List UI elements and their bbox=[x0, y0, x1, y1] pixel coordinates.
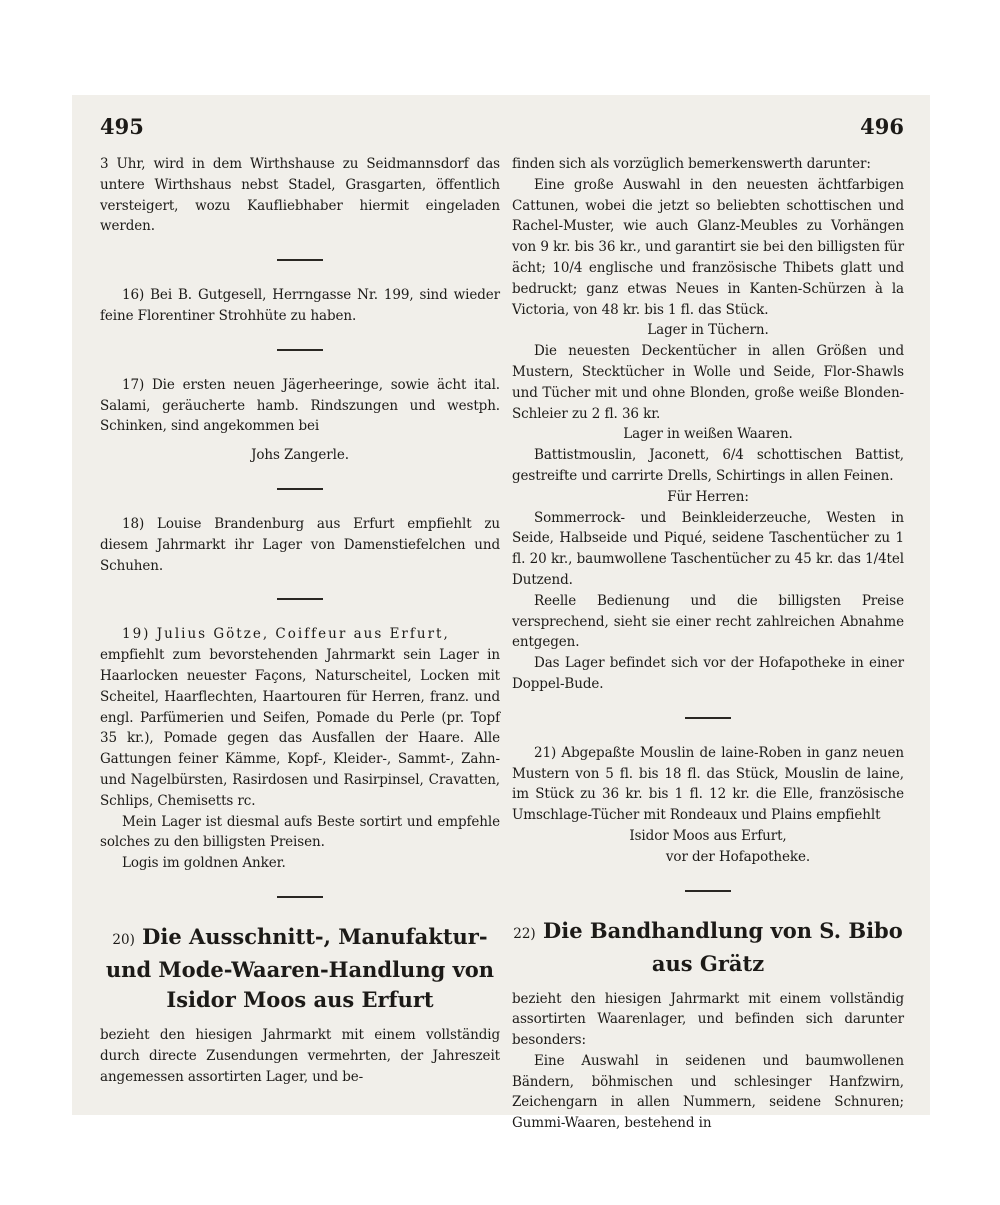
section-heading-herren: Für Herren: bbox=[667, 488, 749, 505]
left-page-column bbox=[100, 112, 500, 1087]
advert-20-body: bezieht den hiesigen Jahrmarkt mit einem vollständig durch directe Zusendungen vermehrten, der Jahreszeit angemessen assortirten Lager, und be- bbox=[100, 1026, 500, 1085]
section-heading-weisse-waaren: Lager in weißen Waaren. bbox=[623, 426, 793, 443]
advert-22-title: Die Bandhandlung von S. Bibo aus Grätz bbox=[543, 917, 903, 976]
service-paragraph: Reelle Bedienung und die billigsten Preise versprechend, sieht sie einer recht zahlreichen Abnahme entgegen. bbox=[512, 592, 904, 651]
separator-rule bbox=[277, 598, 323, 600]
separator-rule bbox=[685, 890, 731, 892]
right-continuation-paragraph: finden sich als vorzüglich bemerkenswerth darunter: bbox=[512, 156, 871, 172]
weisse-waaren-paragraph: Battistmouslin, Jaconett, 6/4 schottischen Battist, gestreifte und carrirte Drells, Schirtings in allen Feinen. bbox=[512, 447, 904, 484]
advert-19-heading: 19) Julius Götze, Coiffeur aus Erfurt, bbox=[122, 626, 450, 643]
advert-17-signature: Johs Zangerle. bbox=[251, 447, 349, 464]
section-heading-tuecher: Lager in Tüchern. bbox=[647, 322, 769, 339]
advert-19-paragraph-2: Mein Lager ist diesmal aufs Beste sortirt und empfehle solches zu den billigsten Preisen. bbox=[100, 813, 500, 851]
separator-rule bbox=[277, 349, 323, 351]
advert-21-signature-place: vor der Hofapotheke. bbox=[665, 848, 811, 865]
advert-21: 21) Abgepaßte Mouslin de laine-Roben in ganz neuen Mustern von 5 fl. bis 18 fl. das Stück, Mouslin de laine, im Stück zu 36 kr. bis 1 fl. 12 kr. die Elle, französische Umschlage-Tücher mit Rondeaux und Plains empfiehlt bbox=[512, 744, 904, 824]
advert-20-heading bbox=[100, 922, 500, 1015]
advert-21-signature-name: Isidor Moos aus Erfurt, bbox=[629, 827, 787, 844]
left-continuation-paragraph: 3 Uhr, wird in dem Wirthshause zu Seidmannsdorf das untere Wirthshaus nebst Stadel, Grasgarten, öffentlich versteigert, wozu Kaufliebhaber hiermit eingeladen werden. bbox=[100, 156, 500, 235]
separator-rule bbox=[685, 717, 731, 719]
advert-17: 17) Die ersten neuen Jägerheeringe, sowie ächt ital. Salami, geräucherte hamb. Rindszungen und westph. Schinken, sind angekommen bei bbox=[100, 376, 500, 435]
advert-16: 16) Bei B. Gutgesell, Herrngasse Nr. 199, sind wieder feine Florentiner Strohhüte zu haben. bbox=[100, 287, 500, 324]
right-page-column bbox=[512, 112, 904, 1134]
tuecher-paragraph: Die neuesten Deckentücher in allen Größen und Mustern, Stecktücher in Wolle und Seide, Flor-Shawls und Tücher mit und ohne Blonden, große weiße Blonden-Schleier zu 2 fl. 36 kr. bbox=[512, 343, 904, 422]
advert-22-paragraph-2: Eine Auswahl in seidenen und baumwollenen Bändern, böhmischen und schlesinger Hanfzwirn, Zeichengarn in allen Nummern, seidene Schnuren; Gummi-Waaren, bestehend in bbox=[512, 1052, 904, 1132]
location-paragraph: Das Lager befindet sich vor der Hofapotheke in einer Doppel-Bude. bbox=[512, 655, 904, 692]
separator-rule bbox=[277, 896, 323, 898]
advert-19-paragraph-3: Logis im goldnen Anker. bbox=[122, 855, 286, 872]
separator-rule bbox=[277, 488, 323, 490]
advert-22-number: 22) bbox=[513, 925, 536, 942]
advert-19-body: empfiehlt zum bevorstehenden Jahrmarkt sein Lager in Haarlocken neuester Façons, Naturscheitel, Locken mit Scheitel, Haarflechten, Haartouren für Herren, franz. und engl. Parfümerien und Seifen, Pomade du Perle (pr. Topf 35 kr.), Pomade gegen das Ausfallen der Haare. Alle Gattungen feiner Kämme, Kopf-, Kleider-, Sammt-, Zahn- und Nagelbürsten, Rasirdosen und Rasirpinsel, Cravatten, Schlips, Chemisetts rc. bbox=[100, 647, 500, 809]
advert-20-number: 20) bbox=[112, 931, 135, 948]
herren-paragraph: Sommerrock- und Beinkleiderzeuche, Westen in Seide, Halbseide und Piqué, seidene Taschentücher zu 1 fl. 20 kr., baumwollene Taschentücher zu 45 kr. das 1/4tel Dutzend. bbox=[512, 509, 904, 588]
advert-20-title: Die Ausschnitt-, Manufaktur- und Mode-Waaren-Handlung von Isidor Moos aus Erfurt bbox=[105, 923, 495, 1012]
separator-rule bbox=[277, 259, 323, 261]
advert-18: 18) Louise Brandenburg aus Erfurt empfiehlt zu diesem Jahrmarkt ihr Lager von Damenstiefelchen und Schuhen. bbox=[100, 515, 500, 574]
left-page-number: 495 bbox=[100, 114, 144, 139]
advert-22-heading bbox=[512, 916, 904, 979]
advert-22-body: bezieht den hiesigen Jahrmarkt mit einem vollständig assortirten Waarenlager, und befinden sich darunter besonders: bbox=[512, 990, 904, 1049]
right-page-number: 496 bbox=[860, 114, 904, 139]
cattun-paragraph: Eine große Auswahl in den neuesten ächtfarbigen Cattunen, wobei die jetzt so beliebten schottischen und Rachel-Muster, wie auch Glanz-Meubles zu Vorhängen von 9 kr. bis 36 kr., und garantirt sie bei den billigsten für ächt; 10/4 englische und französische Thibets glatt und bedruckt; ganz etwas Neues in Kanten-Schürzen à la Victoria, von 48 kr. bis 1 fl. das Stück. bbox=[512, 176, 904, 318]
